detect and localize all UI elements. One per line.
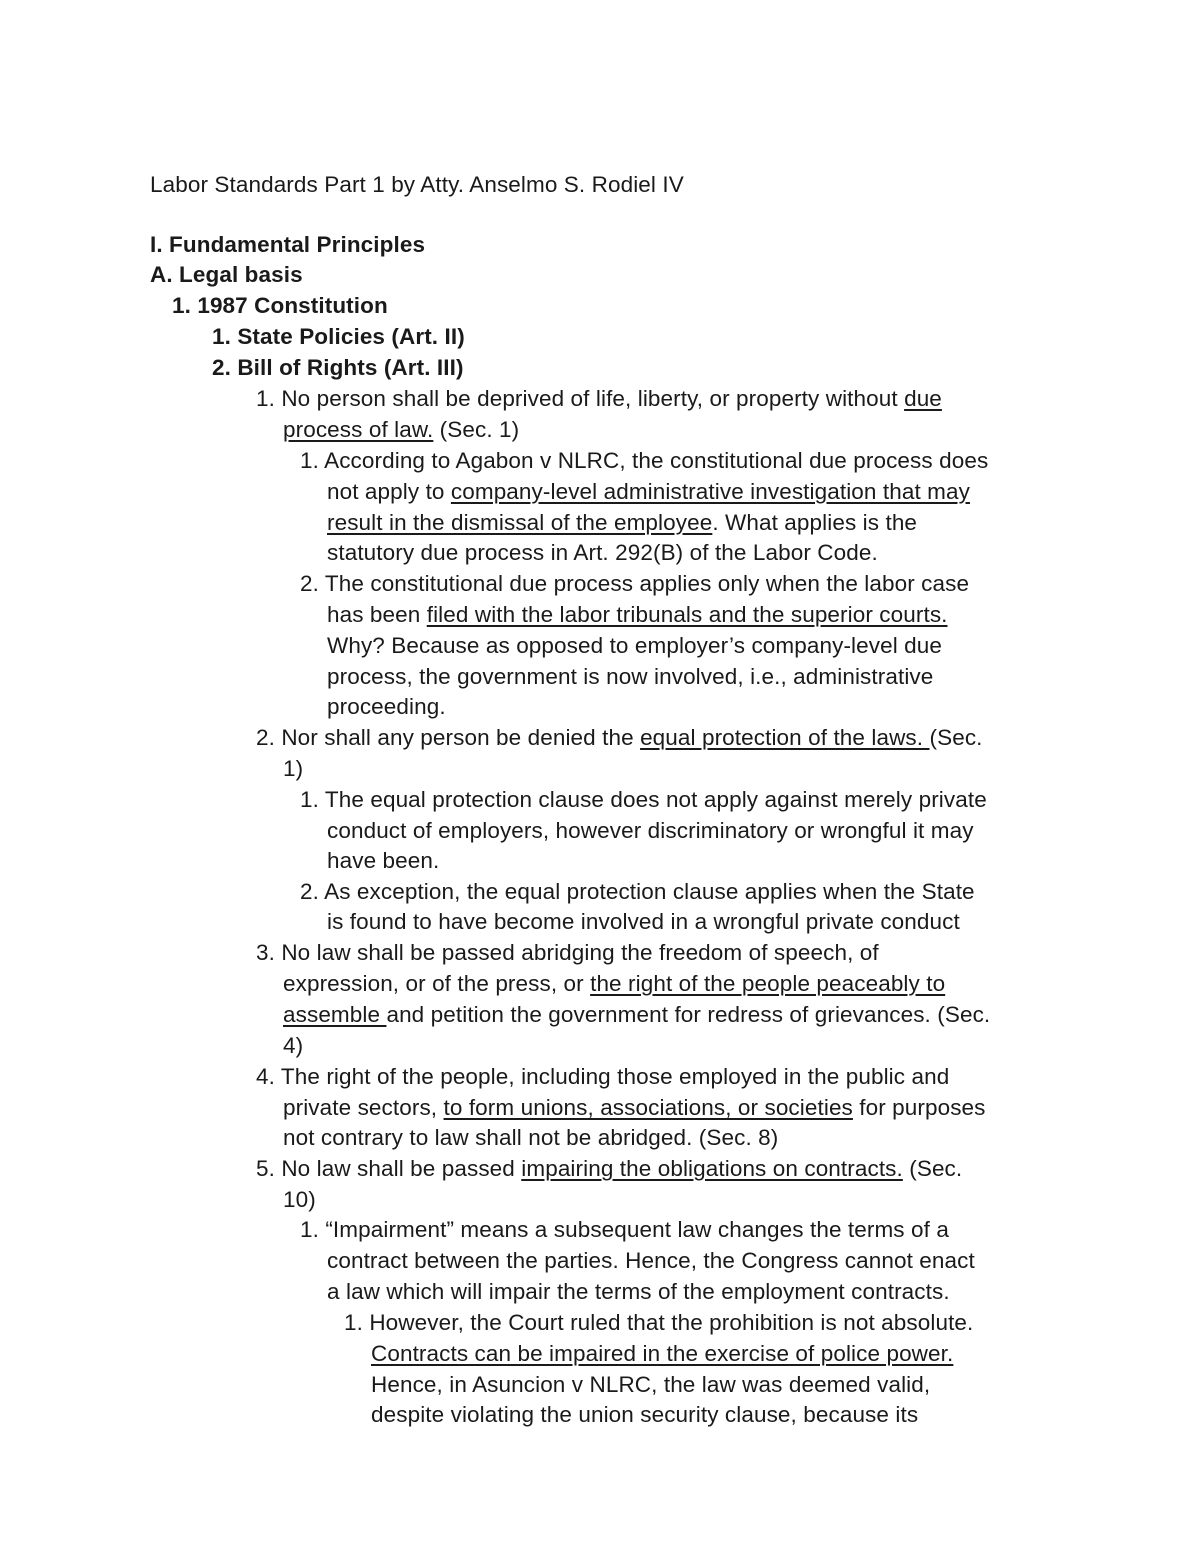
- list-item-continuation: conduct of employers, however discriminatory or wrongful it may: [327, 818, 974, 843]
- list-item-continuation: Contracts can be impaired in the exercise of police power.: [371, 1341, 954, 1366]
- list-item-continuation: despite violating the union security clause, because its: [371, 1402, 919, 1427]
- list-item: 1. 1987 Constitution: [172, 293, 388, 318]
- list-item-continuation: not contrary to law shall not be abridged. (Sec. 8): [283, 1125, 779, 1150]
- list-item: 1. The equal protection clause does not apply against merely private: [300, 787, 987, 812]
- list-item: 1. No person shall be deprived of life, liberty, or property without due: [256, 386, 942, 411]
- list-item-continuation: assemble and petition the government for redress of grievances. (Sec.: [283, 1002, 991, 1027]
- section-heading: I. Fundamental Principles: [150, 232, 426, 257]
- list-item-continuation: a law which will impair the terms of the employment contracts.: [327, 1279, 950, 1304]
- list-item-continuation: result in the dismissal of the employee. What applies is the: [327, 510, 918, 535]
- list-item: 1. “Impairment” means a subsequent law changes the terms of a: [300, 1217, 949, 1242]
- list-item-continuation: Why? Because as opposed to employer’s company-level due: [327, 633, 943, 658]
- list-item: 3. No law shall be passed abridging the freedom of speech, of: [256, 940, 879, 965]
- list-item-continuation: private sectors, to form unions, associations, or societies for purposes: [283, 1095, 986, 1120]
- list-item: 2. Bill of Rights (Art. III): [212, 355, 464, 380]
- list-item-continuation: is found to have become involved in a wrongful private conduct: [327, 909, 960, 934]
- list-item-continuation: 10): [283, 1187, 316, 1212]
- list-item-continuation: expression, or of the press, or the right of the people peaceably to: [283, 971, 946, 996]
- list-item-continuation: 4): [283, 1033, 304, 1058]
- list-item-continuation: not apply to company-level administrative investigation that may: [327, 479, 970, 504]
- list-item: 2. Nor shall any person be denied the equal protection of the laws. (Sec.: [256, 725, 983, 750]
- list-item: 4. The right of the people, including those employed in the public and: [256, 1064, 950, 1089]
- list-item: 1. State Policies (Art. II): [212, 324, 465, 349]
- list-item-continuation: statutory due process in Art. 292(B) of the Labor Code.: [327, 540, 878, 565]
- list-item-continuation: contract between the parties. Hence, the Congress cannot enact: [327, 1248, 975, 1273]
- list-item-continuation: has been filed with the labor tribunals and the superior courts.: [327, 602, 948, 627]
- list-item: 5. No law shall be passed impairing the obligations on contracts. (Sec.: [256, 1156, 963, 1181]
- list-item-continuation: process of law. (Sec. 1): [283, 417, 520, 442]
- list-item-continuation: process, the government is now involved, i.e., administrative: [327, 664, 934, 689]
- list-item: 1. According to Agabon v NLRC, the constitutional due process does: [300, 448, 989, 473]
- list-item-continuation: have been.: [327, 848, 440, 873]
- list-item-continuation: proceeding.: [327, 694, 446, 719]
- subsection-heading: A. Legal basis: [150, 262, 303, 287]
- list-item: 1. However, the Court ruled that the prohibition is not absolute.: [344, 1310, 974, 1335]
- list-item-continuation: 1): [283, 756, 304, 781]
- document-title: Labor Standards Part 1 by Atty. Anselmo S. Rodiel IV: [150, 172, 684, 197]
- list-item-continuation: Hence, in Asuncion v NLRC, the law was deemed valid,: [371, 1372, 931, 1397]
- list-item: 2. The constitutional due process applies only when the labor case: [300, 571, 970, 596]
- list-item: 2. As exception, the equal protection clause applies when the State: [300, 879, 975, 904]
